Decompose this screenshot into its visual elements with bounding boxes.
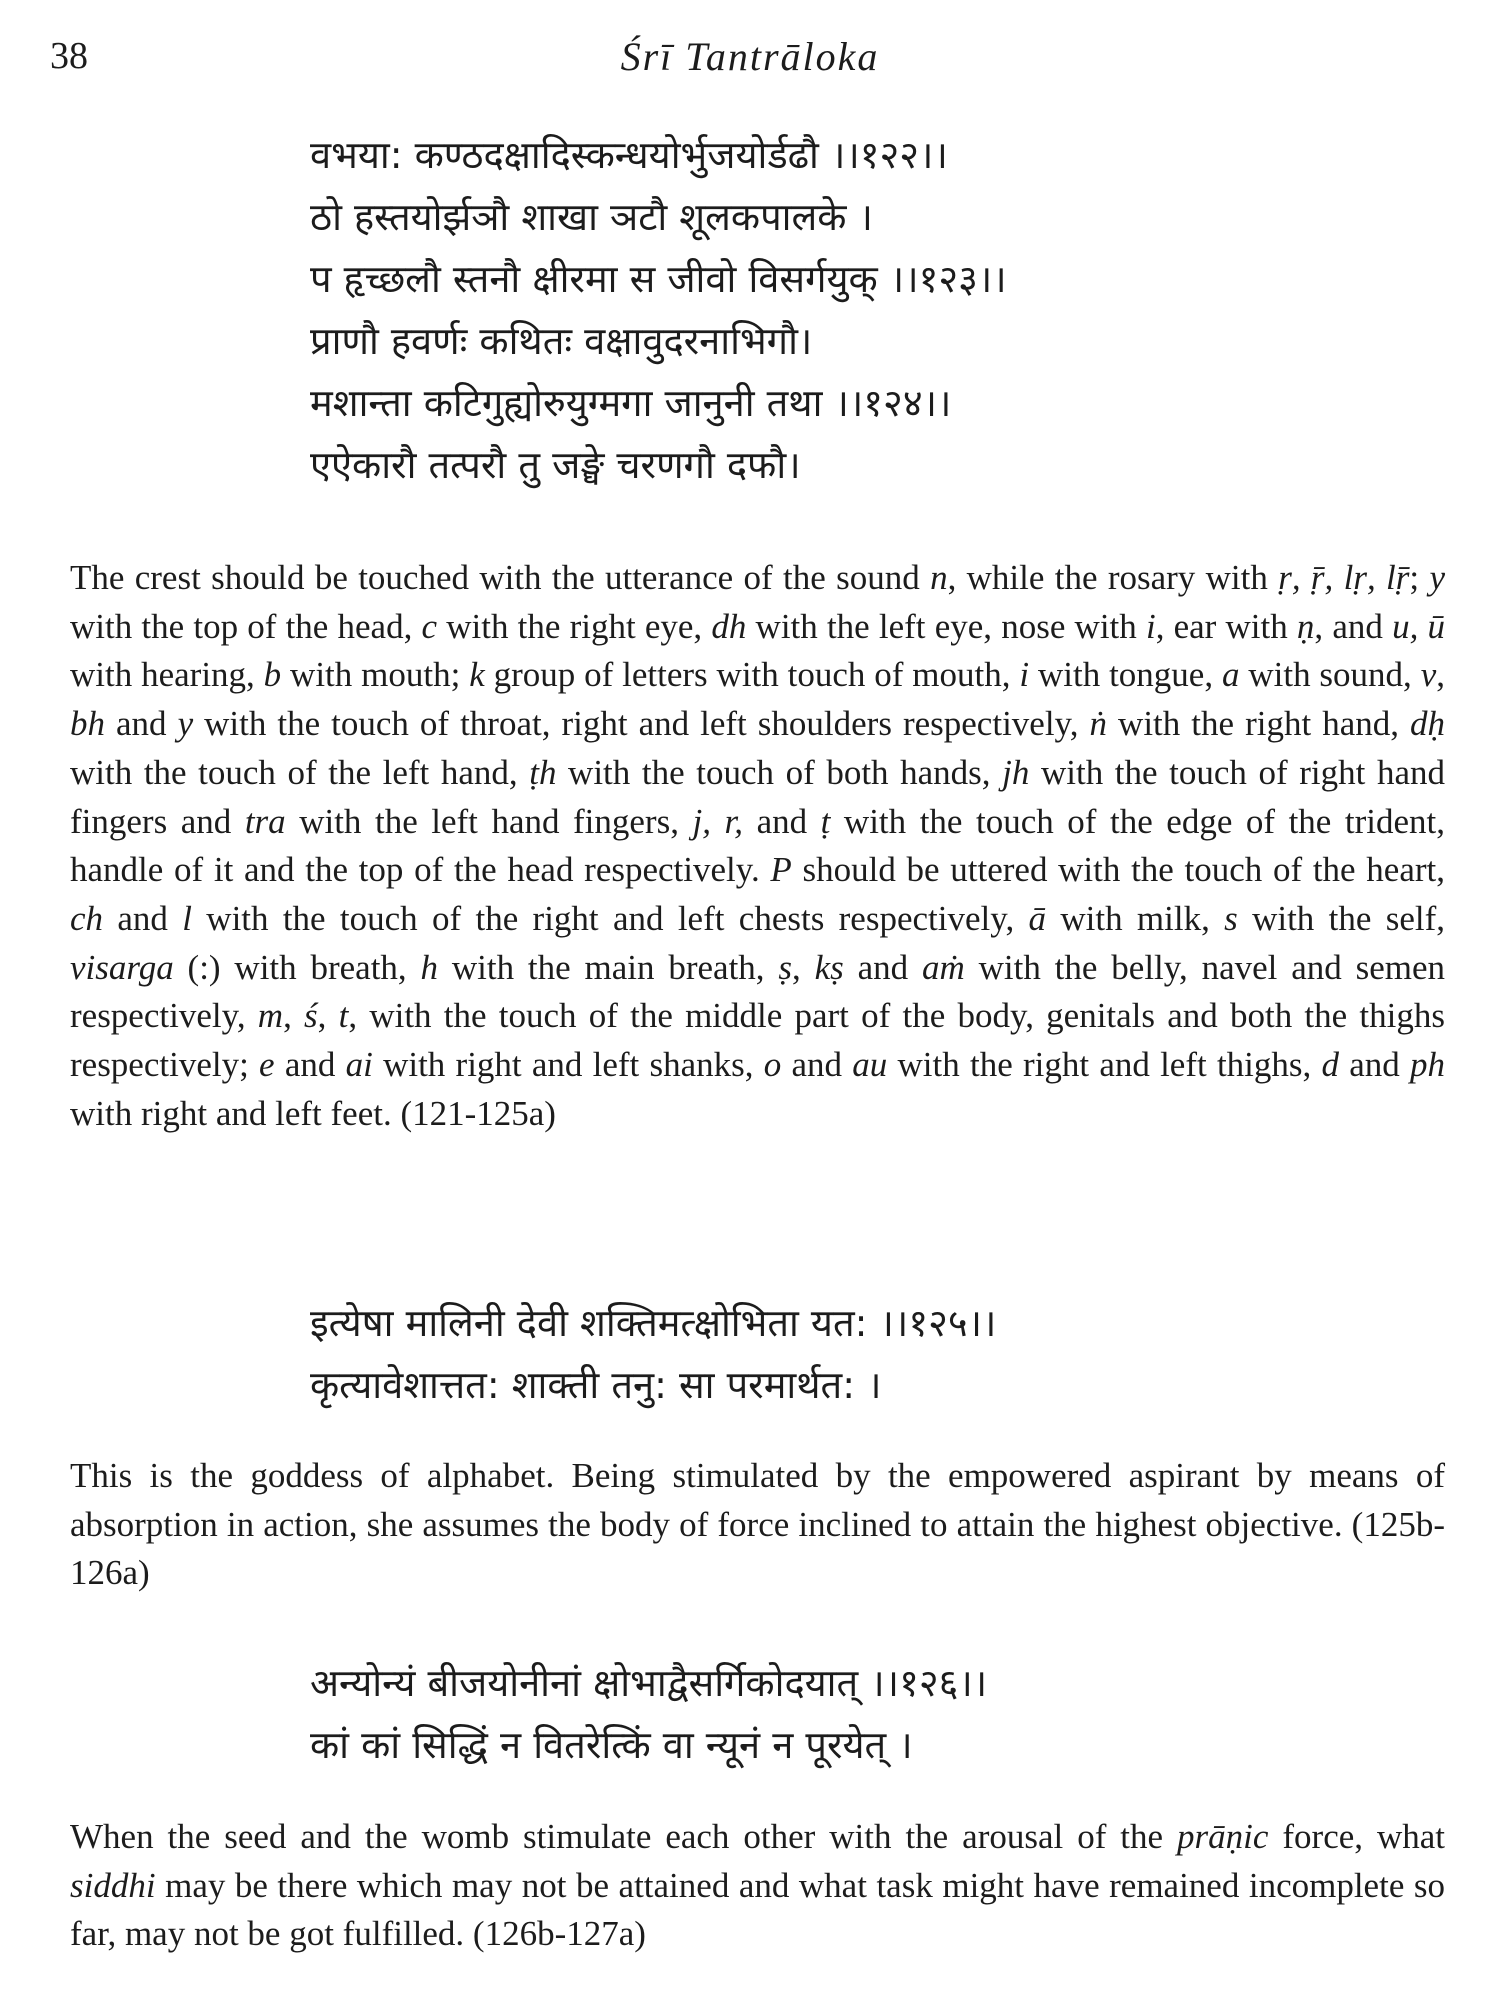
sanskrit-verse-block [310, 1652, 1460, 1776]
translation-paragraph: The crest should be touched with the utterance of the sound n, while the rosary with ṛ, ṝ, lṛ, lṝ; y with the top of the head, c with the right eye, dh with the left eye, nose with i, ear with ṇ, and u, ū with hearing, b with mouth; k group of letters with touch of mouth, i with tongue, a with sound, v, bh and y with the touch of throat, right and left shoulders respectively, ṅ with the right hand, dḥ with the touch of the left hand, ṭh with the touch of both hands, jh with the touch of right hand fingers and tra with the left hand fingers, j, r, and ṭ with the touch of the edge of the trident, handle of it and the top of the head respectively. P should be uttered with the touch of the heart, ch and l with the touch of the right and left chests respectively, ā with milk, s with the self, visarga (:) with breath, h with the main breath, ṣ, kṣ and aṁ with the belly, navel and semen respectively, m, ś, t, with the touch of the middle part of the body, genitals and both the thighs respectively; e and ai with right and left shanks, o and au with the right and left thighs, d and ph with right and left feet. (121-125a) [70, 558, 1446, 1133]
page-number: 38 [50, 35, 88, 77]
verse-line: कां कां सिद्धिं न वितरेत्किं वा न्यूनं न पूरयेत् । [310, 1723, 913, 1767]
verse-line: एऐकारौ तत्परौ तु जङ्घे चरणगौ दफौ। [310, 443, 801, 487]
verse-line: वभया: कण्ठदक्षादिस्कन्धयोर्भुजयोर्डढौ ।।१२२।। [310, 133, 948, 177]
sanskrit-verse-block [310, 1292, 1460, 1416]
verse-line: कृत्यावेशात्तत: शाक्ती तनु: सा परमार्थत: । [310, 1363, 882, 1407]
translation-paragraph: When the seed and the womb stimulate each other with the arousal of the prāṇic force, what siddhi may be there which may not be attained and what task might have remained incomplete so far, may not be got fulfilled. (126b-127a) [70, 1817, 1446, 1954]
sanskrit-verse-block [310, 124, 1460, 496]
verse-line: अन्योन्यं बीजयोनीनां क्षोभाद्वैसर्गिकोदयात् ।।१२६।। [310, 1661, 988, 1705]
verse-line: मशान्ता कटिगुह्योरुयुग्मगा जानुनी तथा ।।१२४।। [310, 381, 952, 425]
verse-line: इत्येषा मालिनी देवी शक्तिमत्क्षोभिता यत: ।।१२५।। [310, 1301, 997, 1345]
translation-paragraph: This is the goddess of alphabet. Being stimulated by the empowered aspirant by means of absorption in action, she assumes the body of force inclined to attain the highest objective. (125b-126a) [70, 1456, 1445, 1593]
verse-line: प हृच्छलौ स्तनौ क्षीरमा स जीवो विसर्गयुक् ।।१२३।। [310, 257, 1007, 301]
running-title: Śrī Tantrāloka [620, 34, 880, 79]
verse-line: ठो हस्तयोर्झञौ शाखा ञटौ शूलकपालके । [310, 195, 873, 239]
verse-line: प्राणौ हवर्णः कथितः वक्षावुदरनाभिगौ। [310, 319, 813, 363]
